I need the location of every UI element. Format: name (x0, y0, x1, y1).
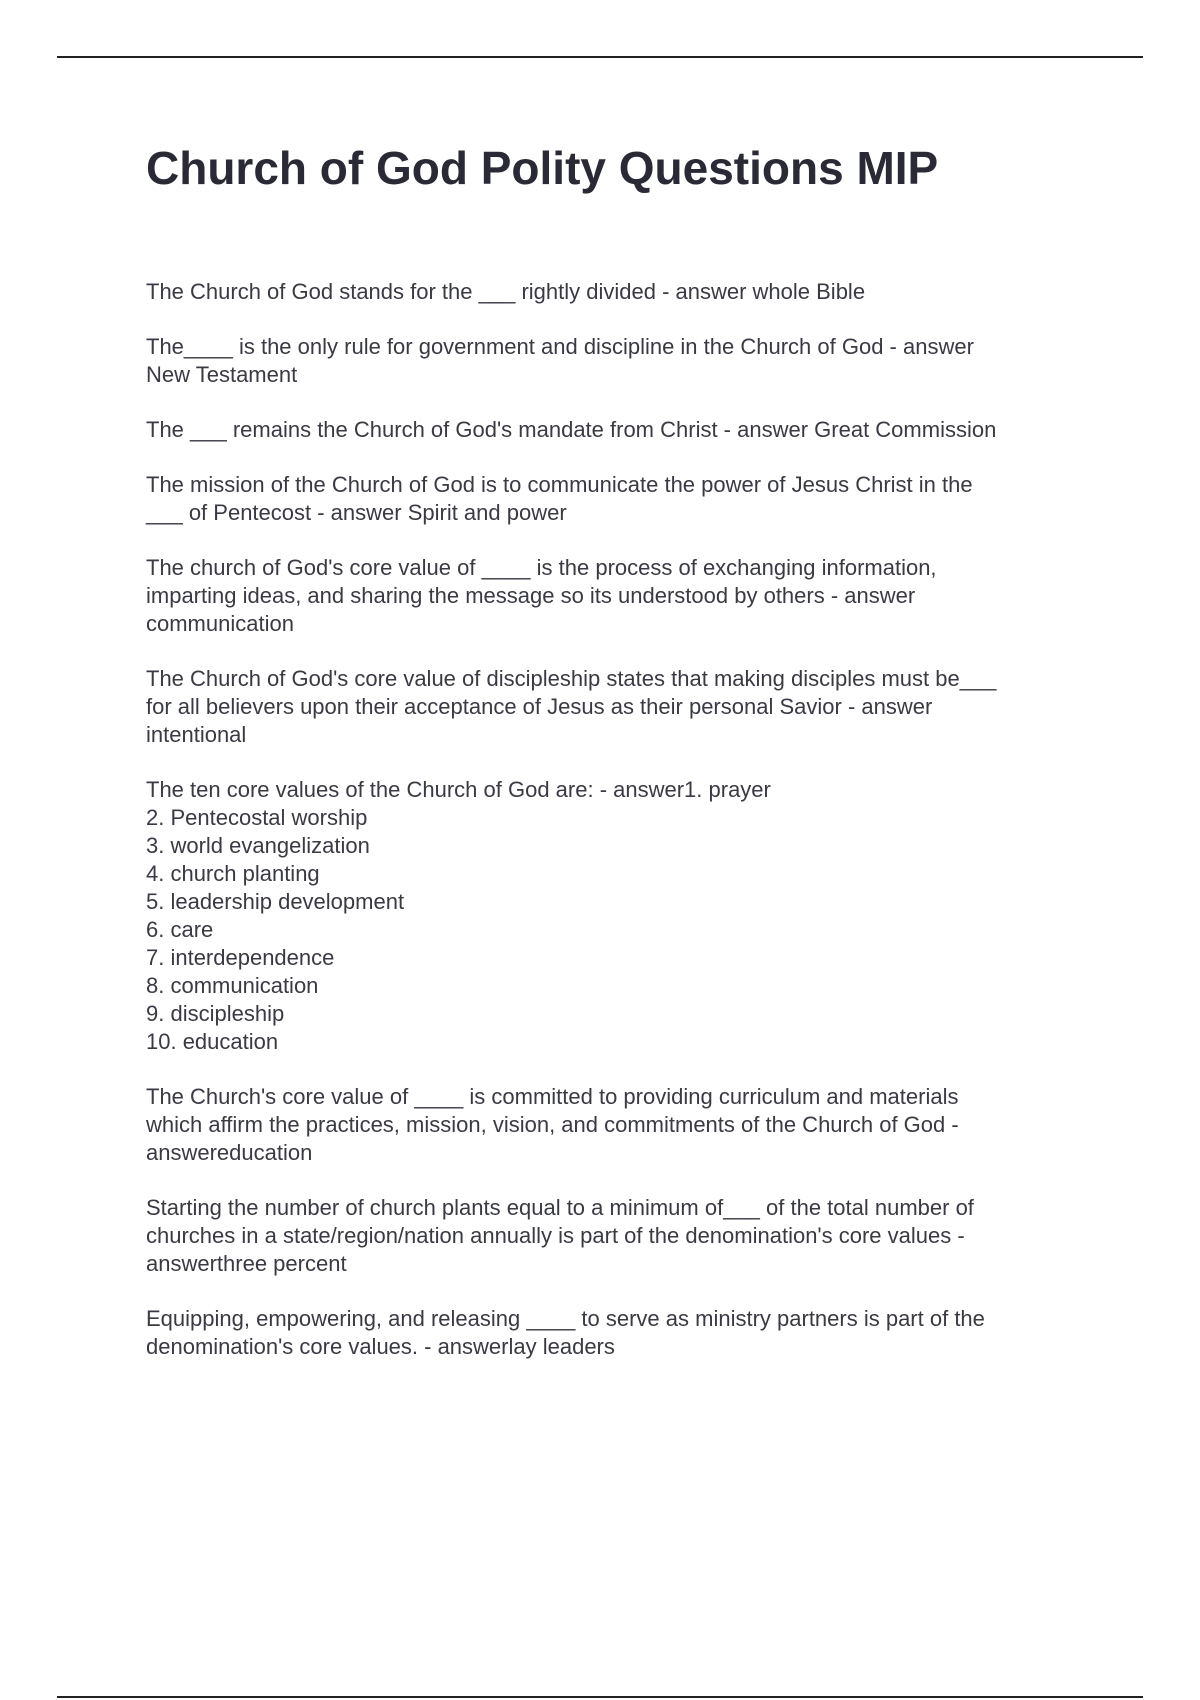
qa-item: The church of God's core value of ____ is the process of exchanging information, imparting ideas, and sharing the message so its understood by others - answer communication (146, 555, 937, 636)
qa-item: The mission of the Church of God is to communicate the power of Jesus Christ in the ___ of Pentecost - answer Spirit and power (146, 472, 973, 525)
qa-item: The ___ remains the Church of God's mandate from Christ - answer Great Commission (146, 417, 997, 442)
qa-item-core-values-list: The ten core values of the Church of God are: - answer1. prayer 2. Pentecostal worship 3. world evangelization 4. church planting 5. leadership development 6. care 7. interdependence 8. communication 9. discipleship 10. education (146, 777, 771, 1054)
qa-item: The Church of God stands for the ___ rightly divided - answer whole Bible (146, 279, 866, 304)
document-title: Church of God Polity Questions MIP (146, 142, 939, 194)
qa-list (146, 278, 1086, 1361)
qa-item: The Church of God's core value of discipleship states that making disciples must be___ for all believers upon their acceptance of Jesus as their personal Savior - answer intentional (146, 666, 997, 747)
qa-item: Equipping, empowering, and releasing ____ to serve as ministry partners is part of the denomination's core values. - answerlay leaders (146, 1306, 985, 1359)
qa-item: The____ is the only rule for government and discipline in the Church of God - answer New Testament (146, 334, 974, 387)
document-body (146, 140, 1086, 1388)
bottom-rule (57, 1696, 1143, 1698)
qa-item: The Church's core value of ____ is committed to providing curriculum and materials which affirm the practices, mission, vision, and commitments of the Church of God - answereducation (146, 1084, 959, 1165)
top-rule (57, 56, 1143, 58)
qa-item: Starting the number of church plants equal to a minimum of___ of the total number of churches in a state/region/nation annually is part of the denomination's core values - answerthree percent (146, 1195, 974, 1276)
